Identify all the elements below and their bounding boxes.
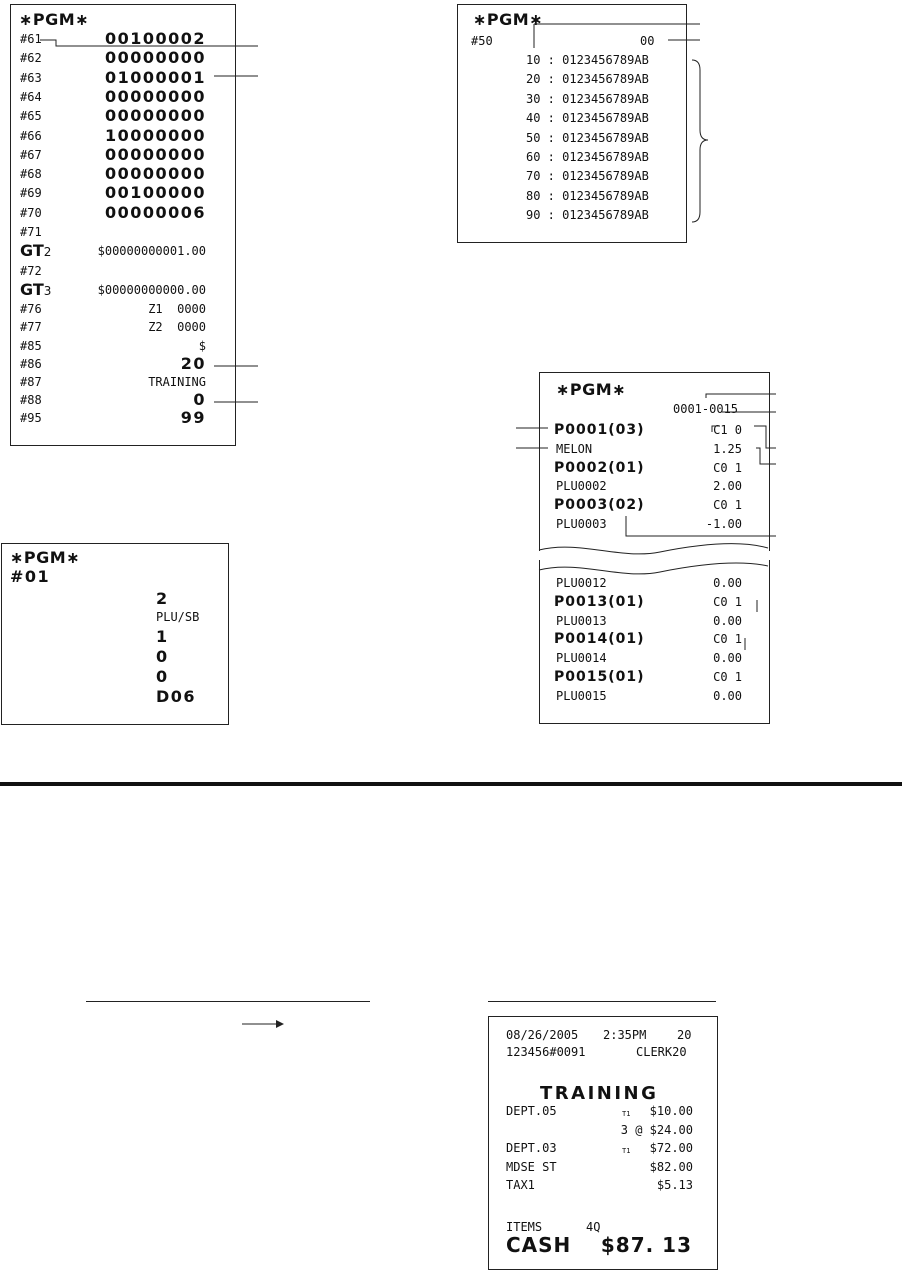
receipt1-row-value: 20 [180, 353, 206, 373]
receipt4-row-value: C0 1 [713, 670, 742, 684]
receipt4-pgm-label: ∗PGM∗ [556, 380, 627, 399]
receipt2-pgm-label: ∗PGM∗ [473, 10, 544, 29]
receipt5-line-label: TAX1 [506, 1178, 535, 1193]
receipt4-plu-text: PLU0002 [556, 479, 607, 494]
receipt4-range: 0001-0015 [673, 402, 739, 416]
receipt1-row-label: #63 [20, 70, 42, 85]
receipt1-gt2-value: $00000000001.00 [97, 244, 206, 259]
receipt4-row-value: 0.00 [713, 613, 742, 628]
receipt1-row-label: #62 [20, 51, 42, 66]
receipt1-row-label: #87 [20, 375, 42, 389]
receipt5-clerk: CLERK20 [636, 1045, 687, 1059]
receipt1-row-label: #72 [20, 263, 42, 278]
receipt2-row: 10 : 0123456789AB [526, 53, 649, 67]
receipt1-row-value: TRAINING [148, 375, 206, 389]
receipt5-line-value: $72.00 [649, 1141, 693, 1156]
receipt4-plu-text: PLU0012 [556, 576, 607, 590]
receipt1-gt3-value: $00000000000.00 [97, 282, 206, 297]
receipt1-row-label: #67 [20, 147, 42, 162]
receipt2-code: #50 [471, 34, 493, 48]
receipt2-row: 70 : 0123456789AB [526, 169, 649, 184]
receipt4-row-value: -1.00 [705, 517, 742, 531]
receipt1-row-value: Z1 0000 [148, 302, 206, 317]
receipt5-mode: TRAINING [540, 1083, 659, 1104]
receipt1-row-value: 00000000 [104, 48, 206, 68]
receipt5-cash-label: CASH [506, 1233, 572, 1257]
plu-code-text: P0002(01) [554, 459, 645, 476]
receipt5-line-tax: T1 [622, 1147, 631, 1156]
receipt1-row-label: #64 [20, 89, 42, 104]
receipt1-row-value: 99 [180, 408, 206, 428]
receipt5-items-label: ITEMS [506, 1220, 543, 1234]
receipt1-row-label: #95 [20, 411, 42, 426]
receipt4-plu-text: PLU0015 [556, 688, 607, 703]
plu-code-text: P0003(02) [554, 497, 645, 514]
receipt1-row-value: 00000000 [104, 144, 206, 164]
receipt4-plu-text: PLU0014 [556, 651, 607, 666]
receipt4-row-value: 1.25 [713, 441, 742, 456]
receipt2-row: 80 : 0123456789AB [526, 188, 649, 203]
receipt2-row: 20 : 0123456789AB [526, 72, 649, 87]
receipt1-row-value: $ [198, 338, 206, 353]
gt-number: 3 [43, 283, 52, 298]
receipt2-row: 90 : 0123456789AB [526, 208, 649, 223]
receipt1-row-label: #86 [20, 356, 42, 371]
gt-label: GT [20, 241, 44, 261]
receipt2-row: 40 : 0123456789AB [526, 111, 649, 126]
receipt3-code: #01 [10, 567, 51, 586]
receipt5-line-label: DEPT.05 [506, 1104, 557, 1118]
receipt4-row-value: C1 0 [713, 423, 742, 437]
receipt1-row-value: 00000006 [104, 202, 206, 222]
receipt2-row: 50 : 0123456789AB [526, 130, 649, 145]
receipt4-row-value: C0 1 [713, 498, 742, 513]
receipt1-row-label: #61 [20, 32, 42, 46]
plu-code-text: P0015(01) [554, 669, 645, 685]
receipt3-value: 1 [156, 627, 169, 646]
receipt1-row-label: #76 [20, 302, 42, 317]
receipt2-row: 60 : 0123456789AB [526, 150, 649, 164]
receipt5-date: 08/26/2005 [506, 1028, 579, 1042]
receipt1-row-label: #69 [20, 186, 42, 201]
receipt5-consecutive-no: 123456#0091 [506, 1045, 586, 1059]
receipt4-row-value: C0 1 [713, 460, 742, 475]
receipt5-line-label: DEPT.03 [506, 1141, 557, 1156]
receipt1-row-label: #85 [20, 338, 42, 353]
receipt1-row-value: 10000000 [104, 125, 206, 145]
receipt3-value: 0 [156, 667, 169, 686]
receipt4-plu-text: MELON [556, 441, 593, 456]
receipt1-row-value: 00100000 [104, 183, 206, 203]
receipt1-row-label: #65 [20, 109, 42, 124]
receipt5-line-value: $10.00 [649, 1104, 693, 1118]
receipt1-row-label: #71 [20, 225, 42, 239]
receipt1-row-value: 0 [193, 390, 206, 410]
gt-number: 2 [43, 245, 52, 260]
print-underline [488, 1001, 716, 1002]
receipt1-row-value: Z2 0000 [148, 320, 206, 335]
receipt2-code-value: 00 [640, 34, 655, 48]
receipt3-value: D06 [156, 687, 197, 706]
receipt5-line-value: $82.00 [649, 1159, 693, 1174]
receipt3-value: 2 [156, 589, 169, 608]
receipt1-row-value: 00000000 [104, 164, 206, 184]
receipt3-value: PLU/SB [156, 610, 200, 624]
receipt5-clerk-no: 20 [677, 1028, 692, 1042]
receipt2-row: 30 : 0123456789AB [526, 91, 649, 106]
receipt1-row-value: 00100002 [104, 29, 206, 48]
receipt4-row-value: 0.00 [713, 651, 742, 666]
receipt1-row-label: #77 [20, 320, 42, 335]
plu-code-text: P0001(03) [554, 422, 645, 438]
plu-code-text: P0014(01) [554, 631, 645, 648]
receipt5-line-label: MDSE ST [506, 1159, 557, 1174]
receipt5-line-tax: T1 [622, 1110, 631, 1118]
receipt4-row-value: C0 1 [713, 632, 742, 647]
receipt4-row-value: 0.00 [713, 576, 742, 590]
receipt1-row-value: 00000000 [104, 106, 206, 126]
receipt5-line-value: $5.13 [656, 1178, 693, 1193]
receipt5-items-value: 4Q [586, 1220, 601, 1234]
receipt1-pgm-label: ∗PGM∗ [19, 10, 90, 29]
receipt4-row-value: 0.00 [713, 688, 742, 703]
receipt4-plu-text: PLU0013 [556, 613, 607, 628]
receipt5-time: 2:35PM [603, 1028, 647, 1042]
receipt1-row-label: #88 [20, 393, 42, 408]
receipt5-line-value: 3 @ $24.00 [620, 1122, 693, 1137]
gt-label: GT [20, 279, 44, 299]
receipt3-value: 0 [156, 647, 169, 666]
receipt1-row-label: #66 [20, 128, 42, 143]
receipt4-row-value: 2.00 [713, 479, 742, 494]
plu-code-text: P0013(01) [554, 593, 645, 610]
receipt3-pgm-label: ∗PGM∗ [10, 548, 81, 567]
receipt1-row-label: #70 [20, 205, 42, 220]
receipt4-plu-text: PLU0003 [556, 517, 607, 531]
receipt1-row-label: #68 [20, 167, 42, 182]
receipt1-row-value: 01000001 [104, 67, 206, 87]
receipt1-row-value: 00000000 [104, 86, 206, 106]
receipt4-row-value: C0 1 [713, 594, 742, 609]
receipt5-cash-value: $87. 13 [600, 1233, 692, 1257]
